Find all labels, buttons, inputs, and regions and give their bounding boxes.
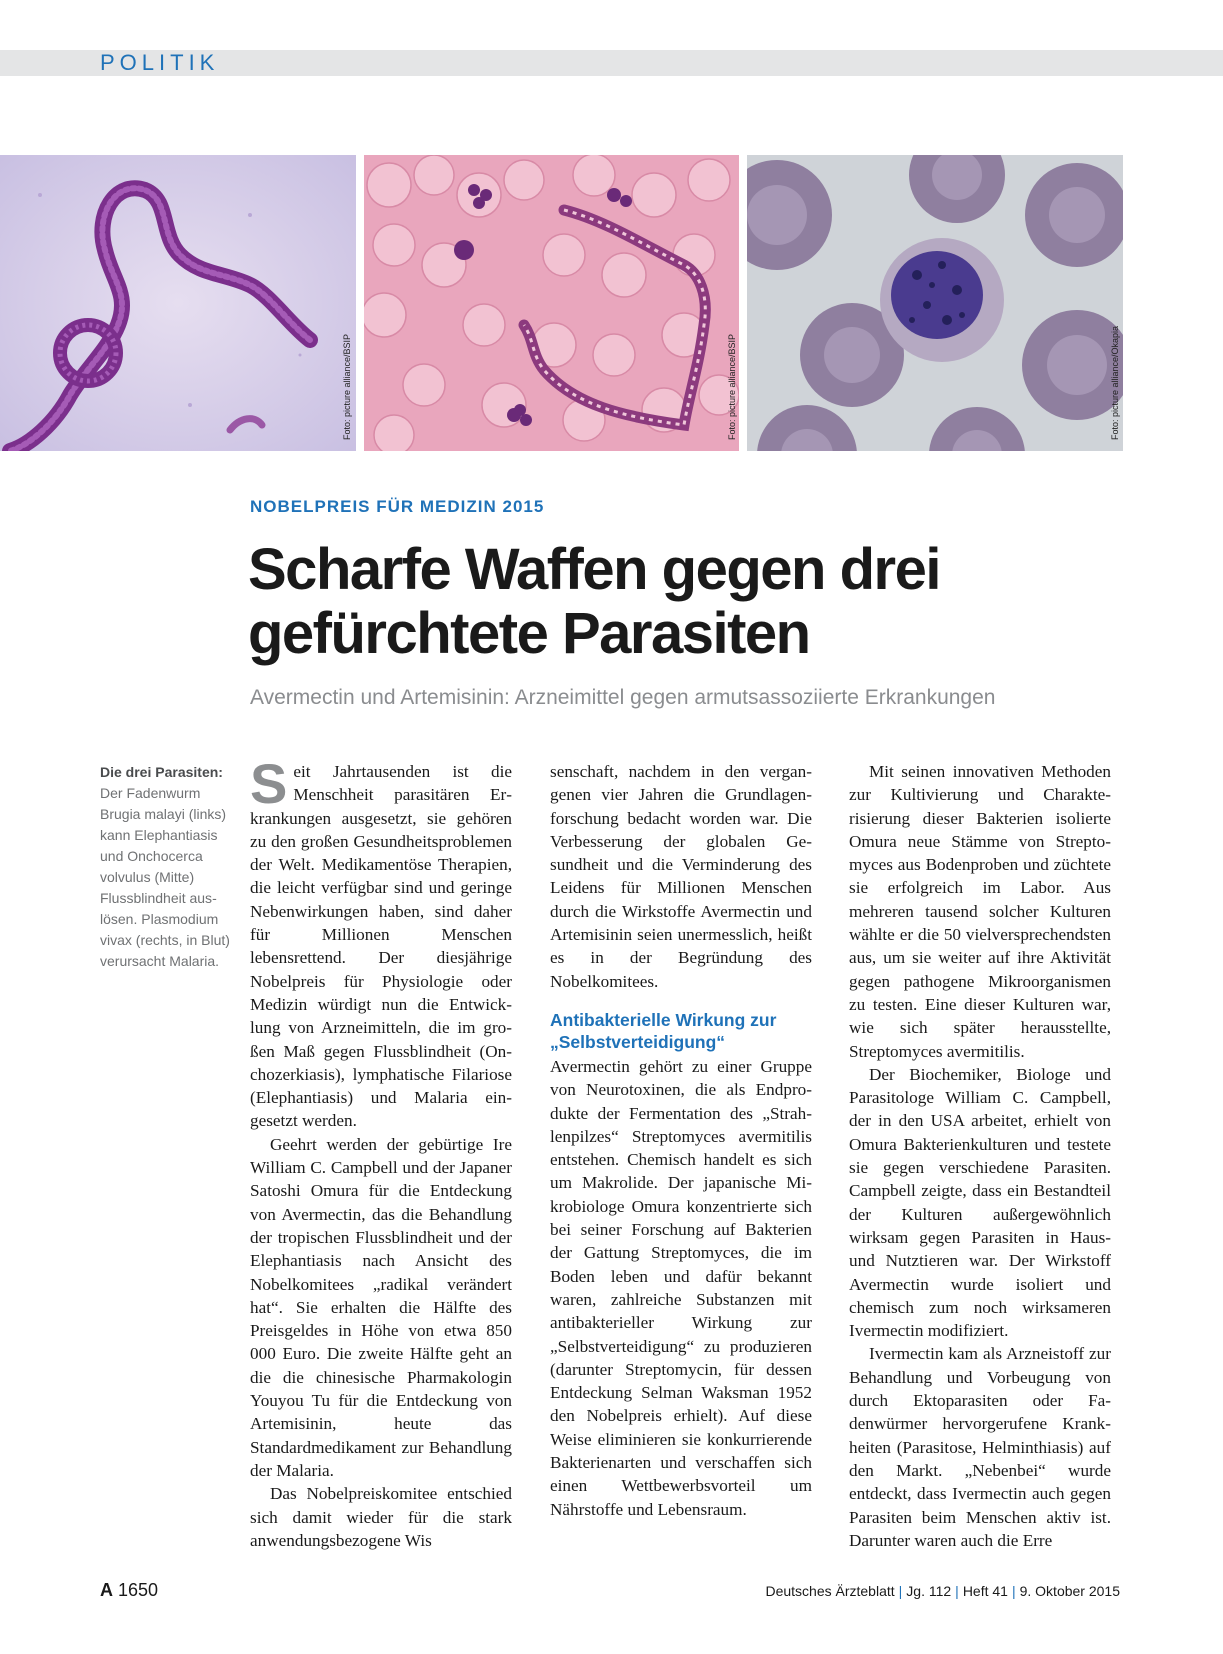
section-label: POLITIK bbox=[100, 50, 220, 75]
paragraph-text: eit Jahrtausenden ist die Menschheit parasitären Erkrankungen ausgesetzt, sie gehören zu den großen Gesundheitsproblemen der Welt. Medikamentöse Therapien, die leicht verfügbar sind und geringe Nebenwirkungen haben, sind daher für Millionen Menschen lebensrettend. Der diesjährige Nobelpreis für Physiologie oder Medizin würdigt nun die Entwicklung von Arzneimitteln, die im großen Maß gegen Flussblindheit (Onchozerkiasis), lymphatische Filariose (Elephantiasis) und Malaria eingesetzt werden. bbox=[250, 762, 512, 1131]
photo-credit: Foto: picture alliance/BSIP bbox=[342, 333, 352, 440]
page-number bbox=[100, 1580, 158, 1601]
footer-separator: | bbox=[955, 1583, 959, 1599]
drop-cap: S bbox=[250, 752, 288, 815]
photo-credit: Foto: picture alliance/Okapia bbox=[1110, 325, 1120, 440]
body-column-2 bbox=[550, 760, 812, 1521]
article-headline bbox=[248, 538, 1148, 666]
brugia-malayi-photo bbox=[0, 155, 356, 451]
article-subhead: Avermectin und Artemisinin: Arzneimittel gegen armutsassoziierte Erkrankungen bbox=[250, 686, 996, 709]
onchocerca-volvulus-photo bbox=[364, 155, 739, 451]
paragraph: Mit seinen innovativen Methoden zur Kultivierung und Charakterisierung dieser Bakterien isolierte Omura neue Stämme von Streptomyces aus Bodenproben und züchtete sie erfolgreich im Labor. Aus mehreren tausend solcher Kulturen wählte er die 50 vielversprechendsten aus, um sie weiter auf ihre Aktivität gegen pathogene Mikroorganismen zu testen. Eine dieser Kulturen war, wie sich später herausstellte, Streptomyces avermitilis. bbox=[849, 762, 1111, 1061]
headline-line-1: Scharfe Waffen gegen drei bbox=[248, 537, 940, 602]
journal-issue: Heft 41 bbox=[962, 1583, 1008, 1599]
paragraph: Das Nobelpreiskomitee entschied sich damit wieder für die stark anwendungsbezogene Wis bbox=[250, 1484, 512, 1550]
page-number-value: 1650 bbox=[118, 1580, 159, 1600]
caption-text: Der Fadenwurm Brugia malayi (links) kann Elephantiasis und Onchocerca volvulus (Mitte) Flussblindheit auslösen. Plasmodium vivax (rechts, in Blut) verursacht Malaria. bbox=[100, 785, 230, 969]
plasmodium-vivax-photo bbox=[747, 155, 1123, 451]
paragraph: senschaft, nachdem in den vergangenen vier Jahren die Grundlagenforschung bedacht worden war. Die Verbesserung der globalen Gesundheit und die Verminderung des Leidens für Millionen Menschen durch die Wirkstoffe Avermectin und Artemisinin seien unermesslich, heißt es in der Begründung des Nobelkomitees. bbox=[550, 762, 812, 991]
body-column-3 bbox=[849, 760, 1111, 1552]
caption-title: Die drei Parasiten: bbox=[100, 764, 223, 780]
journal-footer bbox=[765, 1583, 1120, 1599]
footer-separator: | bbox=[1011, 1583, 1016, 1599]
paragraph: Ivermectin kam als Arzneistoff zur Behandlung und Vorbeugung von durch Ektoparasiten oder Fadenwürmer hervorgerufene Krankheiten (Parasitose, Helminthiasis) auf den Markt. „Nebenbei“ wurde entdeckt, dass Ivermectin auch gegen Parasiten beim Menschen aktiv ist. Darunter waren auch die Erre bbox=[849, 1344, 1111, 1550]
paragraph bbox=[250, 752, 512, 1133]
body-column-1 bbox=[250, 752, 512, 1552]
journal-name: Deutsches Ärzteblatt bbox=[765, 1583, 895, 1599]
section-heading: Antibakterielle Wirkung zur „Selbstverteidigung“ bbox=[550, 1009, 777, 1052]
page-prefix: A bbox=[100, 1580, 113, 1600]
journal-date: 9. Oktober 2015 bbox=[1019, 1583, 1120, 1599]
journal-volume: Jg. 112 bbox=[906, 1583, 952, 1599]
photo-caption bbox=[100, 762, 235, 972]
paragraph: Der Biochemiker, Biologe und Parasitologe William C. Campbell, der in den USA arbeitet, erhielt von Omura Bakterienkulturen und testete sie gegen verschiedene Parasiten. Campbell zeigte, dass ein Bestandteil der Kulturen außergewöhnlich wirksam gegen Parasiten in Haus- und Nutztieren war. Der Wirkstoff Avermectin wurde isoliert und chemisch zum noch wirksameren Ivermectin modifiziert. bbox=[849, 1064, 1111, 1341]
headline-line-2: gefürchtete Parasiten bbox=[248, 601, 810, 666]
photo-credit: Foto: picture alliance/BSIP bbox=[727, 333, 737, 440]
article-kicker: NOBELPREIS FÜR MEDIZIN 2015 bbox=[250, 497, 545, 516]
paragraph: Geehrt werden der gebürtige Ire William C. Campbell und der Japaner Satoshi Omura für die Entdeckung von Avermectin, das die Behandlung der tropischen Flussblindheit und der Elephantiasis nach Ansicht des Nobelkomitees „radikal verändert hat“. Sie erhalten die Hälfte des Preisgeldes in Höhe von etwa 850 000 Euro. Die zweite Hälfte geht an die die chinesische Pharmakologin Youyou Tu für die Entdeckung von Artemisinin, heute das Standardmedikament zur Behandlung der Malaria. bbox=[250, 1134, 512, 1480]
footer-separator: | bbox=[898, 1583, 903, 1599]
paragraph: Avermectin gehört zu einer Gruppe von Neurotoxinen, die als Endprodukte der Fermentation des „Strahlenpilzes“ Streptomyces avermitilis entstehen. Chemisch handelt es sich um Makrolide. Der japanische Mikrobiologe Omura konzentrierte sich bei seiner Forschung auf Bakterien der Gattung Streptomyces, die im Boden leben und dafür bekannt waren, zahlreiche Substanzen mit antibakterieller Wirkung zur „Selbstverteidigung“ zu produzieren (darunter Streptomycin, für dessen Entdeckung Selman Waksman 1952 den Nobelpreis erhielt). Auf diese Weise eliminieren sie konkurrierende Bakterienarten und verschaffen sich einen Wettbewerbsvorteil um Nährstoffe und Lebensraum. bbox=[550, 1056, 812, 1519]
